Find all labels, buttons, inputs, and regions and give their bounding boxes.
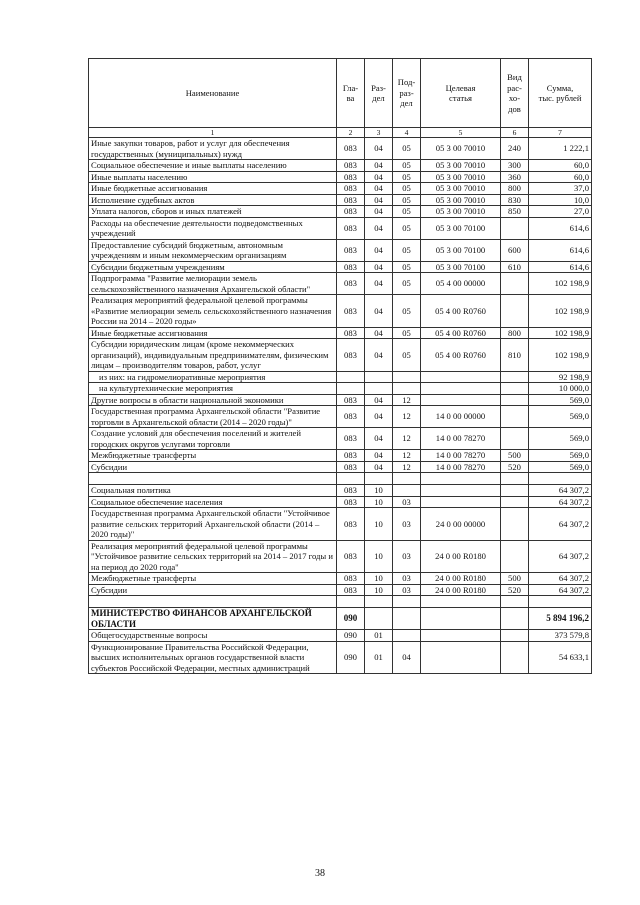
cell-razdel: 04 <box>365 138 393 160</box>
table-row <box>89 383 592 395</box>
cell-name <box>89 596 337 608</box>
cell-podrazdel: 05 <box>393 273 421 295</box>
column-number: 2 <box>337 128 365 138</box>
cell-name: Подпрограмма "Развитие мелиорации земель сельскохозяйственного назначения Архангельской области" <box>89 273 337 295</box>
cell-vid: 610 <box>501 261 529 273</box>
cell-glava: 083 <box>337 450 365 462</box>
cell-razdel: 04 <box>365 273 393 295</box>
cell-podrazdel <box>393 630 421 642</box>
cell-vid <box>501 428 529 450</box>
cell-podrazdel: 12 <box>393 406 421 428</box>
cell-sum: 64 307,2 <box>529 508 592 541</box>
cell-target: 14 0 00 78270 <box>421 450 501 462</box>
cell-podrazdel: 05 <box>393 295 421 328</box>
cell-sum: 64 307,2 <box>529 496 592 508</box>
cell-glava: 083 <box>337 394 365 406</box>
cell-sum: 10 000,0 <box>529 383 592 395</box>
cell-razdel: 04 <box>365 206 393 218</box>
cell-razdel <box>365 371 393 383</box>
cell-name: на культуртехнические мероприятия <box>89 383 337 395</box>
cell-podrazdel: 03 <box>393 508 421 541</box>
cell-target <box>421 596 501 608</box>
cell-target: 05 4 00 R0760 <box>421 295 501 328</box>
cell-glava: 083 <box>337 239 365 261</box>
table-body <box>89 138 592 674</box>
cell-razdel: 10 <box>365 540 393 573</box>
cell-razdel <box>365 596 393 608</box>
cell-vid <box>501 540 529 573</box>
table-row <box>89 239 592 261</box>
cell-glava: 083 <box>337 461 365 473</box>
table-row <box>89 450 592 462</box>
cell-target: 05 3 00 70010 <box>421 160 501 172</box>
cell-razdel: 10 <box>365 485 393 497</box>
cell-vid: 800 <box>501 327 529 339</box>
column-number: 1 <box>89 128 337 138</box>
header-glava: Гла- ва <box>337 59 365 128</box>
cell-razdel: 04 <box>365 428 393 450</box>
cell-name: Реализация мероприятий федеральной целевой программы "Устойчивое развитие сельских территорий на 2014 – 2017 годы и на период до 2020 года" <box>89 540 337 573</box>
cell-podrazdel: 12 <box>393 428 421 450</box>
table-row <box>89 508 592 541</box>
cell-razdel <box>365 383 393 395</box>
table-row <box>89 584 592 596</box>
cell-target: 05 3 00 70100 <box>421 239 501 261</box>
cell-sum: 102 198,9 <box>529 327 592 339</box>
cell-target: 24 0 00 00000 <box>421 508 501 541</box>
cell-target: 05 4 00 R0760 <box>421 327 501 339</box>
cell-target <box>421 485 501 497</box>
cell-name: Межбюджетные трансферты <box>89 450 337 462</box>
cell-vid: 300 <box>501 160 529 172</box>
cell-name: Общегосударственные вопросы <box>89 630 337 642</box>
column-number: 5 <box>421 128 501 138</box>
cell-sum: 569,0 <box>529 394 592 406</box>
cell-podrazdel: 05 <box>393 339 421 372</box>
cell-podrazdel: 05 <box>393 138 421 160</box>
cell-name: Создание условий для обеспечения поселений и жителей городских округов услугами торговли <box>89 428 337 450</box>
cell-vid <box>501 217 529 239</box>
cell-razdel: 04 <box>365 194 393 206</box>
header-target: Целевая статья <box>421 59 501 128</box>
cell-glava <box>337 596 365 608</box>
cell-glava: 083 <box>337 261 365 273</box>
blank-row <box>89 596 592 608</box>
cell-razdel: 04 <box>365 406 393 428</box>
cell-razdel: 04 <box>365 327 393 339</box>
cell-vid: 520 <box>501 461 529 473</box>
table-row <box>89 371 592 383</box>
cell-sum: 614,6 <box>529 217 592 239</box>
cell-vid <box>501 394 529 406</box>
cell-vid: 800 <box>501 183 529 195</box>
cell-sum <box>529 596 592 608</box>
cell-razdel: 04 <box>365 171 393 183</box>
cell-name: Субсидии бюджетным учреждениям <box>89 261 337 273</box>
cell-glava: 083 <box>337 584 365 596</box>
table-row <box>89 485 592 497</box>
cell-sum: 102 198,9 <box>529 273 592 295</box>
cell-glava: 083 <box>337 171 365 183</box>
cell-razdel: 01 <box>365 641 393 674</box>
cell-target <box>421 473 501 485</box>
table-row <box>89 406 592 428</box>
cell-sum: 614,6 <box>529 261 592 273</box>
cell-target: 24 0 00 R0180 <box>421 573 501 585</box>
cell-glava: 083 <box>337 194 365 206</box>
cell-sum: 37,0 <box>529 183 592 195</box>
cell-glava: 090 <box>337 608 365 630</box>
cell-sum: 64 307,2 <box>529 485 592 497</box>
cell-sum: 60,0 <box>529 160 592 172</box>
cell-target <box>421 383 501 395</box>
cell-sum: 614,6 <box>529 239 592 261</box>
cell-name: Уплата налогов, сборов и иных платежей <box>89 206 337 218</box>
cell-podrazdel: 05 <box>393 239 421 261</box>
cell-target: 05 3 00 70010 <box>421 171 501 183</box>
cell-name: Иные выплаты населению <box>89 171 337 183</box>
cell-vid: 500 <box>501 450 529 462</box>
cell-name: Субсидии <box>89 461 337 473</box>
table-row <box>89 630 592 642</box>
page-number: 38 <box>315 868 325 879</box>
cell-podrazdel: 05 <box>393 171 421 183</box>
cell-vid: 240 <box>501 138 529 160</box>
table-row <box>89 171 592 183</box>
cell-podrazdel: 05 <box>393 206 421 218</box>
cell-razdel: 10 <box>365 508 393 541</box>
cell-sum: 569,0 <box>529 428 592 450</box>
cell-podrazdel <box>393 596 421 608</box>
cell-glava: 090 <box>337 641 365 674</box>
cell-podrazdel: 03 <box>393 584 421 596</box>
cell-target: 24 0 00 R0180 <box>421 584 501 596</box>
header-sum: Сумма, тыс. рублей <box>529 59 592 128</box>
table-row <box>89 295 592 328</box>
cell-sum: 569,0 <box>529 406 592 428</box>
cell-sum: 64 307,2 <box>529 540 592 573</box>
cell-razdel: 01 <box>365 630 393 642</box>
table-row <box>89 327 592 339</box>
table-row <box>89 339 592 372</box>
table-row <box>89 573 592 585</box>
cell-target: 05 4 00 R0760 <box>421 339 501 372</box>
cell-podrazdel: 12 <box>393 394 421 406</box>
blank-row <box>89 473 592 485</box>
cell-podrazdel: 03 <box>393 540 421 573</box>
cell-target: 05 3 00 70010 <box>421 206 501 218</box>
cell-sum: 60,0 <box>529 171 592 183</box>
cell-podrazdel <box>393 473 421 485</box>
header-row <box>89 59 592 128</box>
cell-sum: 92 198,9 <box>529 371 592 383</box>
cell-razdel <box>365 473 393 485</box>
cell-glava: 083 <box>337 273 365 295</box>
cell-podrazdel: 05 <box>393 261 421 273</box>
budget-table <box>88 58 592 674</box>
cell-podrazdel: 03 <box>393 496 421 508</box>
cell-podrazdel <box>393 383 421 395</box>
cell-razdel: 10 <box>365 573 393 585</box>
column-number: 6 <box>501 128 529 138</box>
cell-razdel: 04 <box>365 394 393 406</box>
cell-target <box>421 630 501 642</box>
column-number-row <box>89 128 592 138</box>
cell-podrazdel: 05 <box>393 327 421 339</box>
cell-glava: 083 <box>337 406 365 428</box>
cell-target <box>421 641 501 674</box>
cell-glava: 083 <box>337 295 365 328</box>
cell-target: 05 3 00 70100 <box>421 261 501 273</box>
cell-glava: 083 <box>337 138 365 160</box>
cell-target: 05 3 00 70010 <box>421 183 501 195</box>
cell-razdel: 10 <box>365 584 393 596</box>
cell-vid <box>501 608 529 630</box>
cell-podrazdel: 04 <box>393 641 421 674</box>
cell-razdel: 04 <box>365 183 393 195</box>
cell-vid <box>501 473 529 485</box>
cell-name: Расходы на обеспечение деятельности подведомственных учреждений <box>89 217 337 239</box>
cell-razdel: 04 <box>365 450 393 462</box>
column-number: 3 <box>365 128 393 138</box>
cell-glava <box>337 383 365 395</box>
cell-name: Предоставление субсидий бюджетным, автономным учреждениям и иным некоммерческим организациям <box>89 239 337 261</box>
cell-vid: 810 <box>501 339 529 372</box>
cell-target <box>421 608 501 630</box>
cell-name: Межбюджетные трансферты <box>89 573 337 585</box>
cell-razdel: 04 <box>365 160 393 172</box>
cell-target: 14 0 00 00000 <box>421 406 501 428</box>
cell-podrazdel: 12 <box>393 450 421 462</box>
cell-glava: 090 <box>337 630 365 642</box>
table-row <box>89 496 592 508</box>
cell-vid <box>501 630 529 642</box>
header-vid: Вид рас- хо- дов <box>501 59 529 128</box>
cell-razdel: 10 <box>365 496 393 508</box>
header-name: Наименование <box>89 59 337 128</box>
cell-target: 14 0 00 78270 <box>421 428 501 450</box>
cell-vid <box>501 273 529 295</box>
cell-glava: 083 <box>337 327 365 339</box>
cell-vid: 850 <box>501 206 529 218</box>
cell-glava: 083 <box>337 183 365 195</box>
table-row <box>89 261 592 273</box>
cell-sum <box>529 473 592 485</box>
header-razdel: Раз- дел <box>365 59 393 128</box>
cell-glava: 083 <box>337 160 365 172</box>
cell-name <box>89 473 337 485</box>
cell-name: Иные бюджетные ассигнования <box>89 327 337 339</box>
cell-razdel: 04 <box>365 339 393 372</box>
cell-target <box>421 371 501 383</box>
table-row <box>89 160 592 172</box>
cell-glava: 083 <box>337 428 365 450</box>
cell-glava: 083 <box>337 339 365 372</box>
cell-sum: 102 198,9 <box>529 295 592 328</box>
cell-podrazdel <box>393 608 421 630</box>
table-row <box>89 183 592 195</box>
cell-vid <box>501 508 529 541</box>
cell-vid <box>501 295 529 328</box>
cell-vid: 520 <box>501 584 529 596</box>
table-row <box>89 206 592 218</box>
cell-name: Реализация мероприятий федеральной целевой программы «Развитие мелиорации земель сельскохозяйственного назначения России на 2014 – 2020 годы» <box>89 295 337 328</box>
column-number: 7 <box>529 128 592 138</box>
cell-target: 05 3 00 70010 <box>421 138 501 160</box>
table-row <box>89 273 592 295</box>
column-number: 4 <box>393 128 421 138</box>
cell-vid: 600 <box>501 239 529 261</box>
cell-razdel: 04 <box>365 261 393 273</box>
cell-target: 05 4 00 00000 <box>421 273 501 295</box>
table-row <box>89 138 592 160</box>
cell-name: Субсидии юридическим лицам (кроме некоммерческих организаций), индивидуальным предпринимателям, физическим лицам – производителям товаров, работ, услуг <box>89 339 337 372</box>
cell-target <box>421 496 501 508</box>
cell-razdel: 04 <box>365 239 393 261</box>
table-row <box>89 394 592 406</box>
table-row <box>89 540 592 573</box>
cell-glava <box>337 371 365 383</box>
cell-name: МИНИСТЕРСТВО ФИНАНСОВ АРХАНГЕЛЬСКОЙ ОБЛАСТИ <box>89 608 337 630</box>
cell-target: 05 3 00 70100 <box>421 217 501 239</box>
cell-vid: 360 <box>501 171 529 183</box>
cell-sum: 54 633,1 <box>529 641 592 674</box>
cell-vid <box>501 496 529 508</box>
cell-vid: 500 <box>501 573 529 585</box>
cell-name: Иные бюджетные ассигнования <box>89 183 337 195</box>
table-row <box>89 217 592 239</box>
cell-podrazdel <box>393 371 421 383</box>
cell-sum: 569,0 <box>529 461 592 473</box>
cell-sum: 10,0 <box>529 194 592 206</box>
cell-vid <box>501 641 529 674</box>
cell-target: 14 0 00 78270 <box>421 461 501 473</box>
cell-name: Социальное обеспечение и иные выплаты населению <box>89 160 337 172</box>
cell-razdel: 04 <box>365 461 393 473</box>
cell-name: Иные закупки товаров, работ и услуг для обеспечения государственных (муниципальных) нужд <box>89 138 337 160</box>
table-row <box>89 461 592 473</box>
cell-razdel: 04 <box>365 295 393 328</box>
cell-sum: 1 222,1 <box>529 138 592 160</box>
cell-glava: 083 <box>337 573 365 585</box>
cell-name: из них: на гидромелиоративные мероприятия <box>89 371 337 383</box>
cell-podrazdel: 05 <box>393 160 421 172</box>
cell-target: 24 0 00 R0180 <box>421 540 501 573</box>
table-row <box>89 194 592 206</box>
cell-podrazdel: 05 <box>393 194 421 206</box>
cell-sum: 5 894 196,2 <box>529 608 592 630</box>
cell-name: Социальное обеспечение населения <box>89 496 337 508</box>
cell-target <box>421 394 501 406</box>
table-row <box>89 641 592 674</box>
cell-razdel <box>365 608 393 630</box>
cell-sum: 64 307,2 <box>529 573 592 585</box>
cell-podrazdel: 12 <box>393 461 421 473</box>
cell-name: Исполнение судебных актов <box>89 194 337 206</box>
cell-vid <box>501 371 529 383</box>
cell-sum: 102 198,9 <box>529 339 592 372</box>
cell-glava <box>337 473 365 485</box>
cell-name: Государственная программа Архангельской области "Развитие торговли в Архангельской области (2014 – 2020 годы)" <box>89 406 337 428</box>
cell-glava: 083 <box>337 217 365 239</box>
cell-podrazdel: 05 <box>393 217 421 239</box>
cell-name: Субсидии <box>89 584 337 596</box>
cell-sum: 569,0 <box>529 450 592 462</box>
cell-name: Функционирование Правительства Российской Федерации, высших исполнительных органов государственной власти субъектов Российской Федерации, местных администраций <box>89 641 337 674</box>
cell-podrazdel: 05 <box>393 183 421 195</box>
header-podrazdel: Под- раз- дел <box>393 59 421 128</box>
cell-name: Другие вопросы в области национальной экономики <box>89 394 337 406</box>
cell-vid <box>501 596 529 608</box>
cell-vid <box>501 406 529 428</box>
cell-vid <box>501 383 529 395</box>
cell-name: Социальная политика <box>89 485 337 497</box>
cell-sum: 373 579,8 <box>529 630 592 642</box>
cell-podrazdel: 03 <box>393 573 421 585</box>
cell-podrazdel <box>393 485 421 497</box>
cell-target: 05 3 00 70010 <box>421 194 501 206</box>
cell-vid <box>501 485 529 497</box>
cell-sum: 64 307,2 <box>529 584 592 596</box>
cell-sum: 27,0 <box>529 206 592 218</box>
cell-vid: 830 <box>501 194 529 206</box>
table-row <box>89 608 592 630</box>
cell-glava: 083 <box>337 485 365 497</box>
cell-name: Государственная программа Архангельской области "Устойчивое развитие сельских территорий Архангельской области (2014 – 2020 годы)" <box>89 508 337 541</box>
cell-glava: 083 <box>337 540 365 573</box>
cell-glava: 083 <box>337 496 365 508</box>
table-row <box>89 428 592 450</box>
cell-glava: 083 <box>337 508 365 541</box>
cell-glava: 083 <box>337 206 365 218</box>
cell-razdel: 04 <box>365 217 393 239</box>
